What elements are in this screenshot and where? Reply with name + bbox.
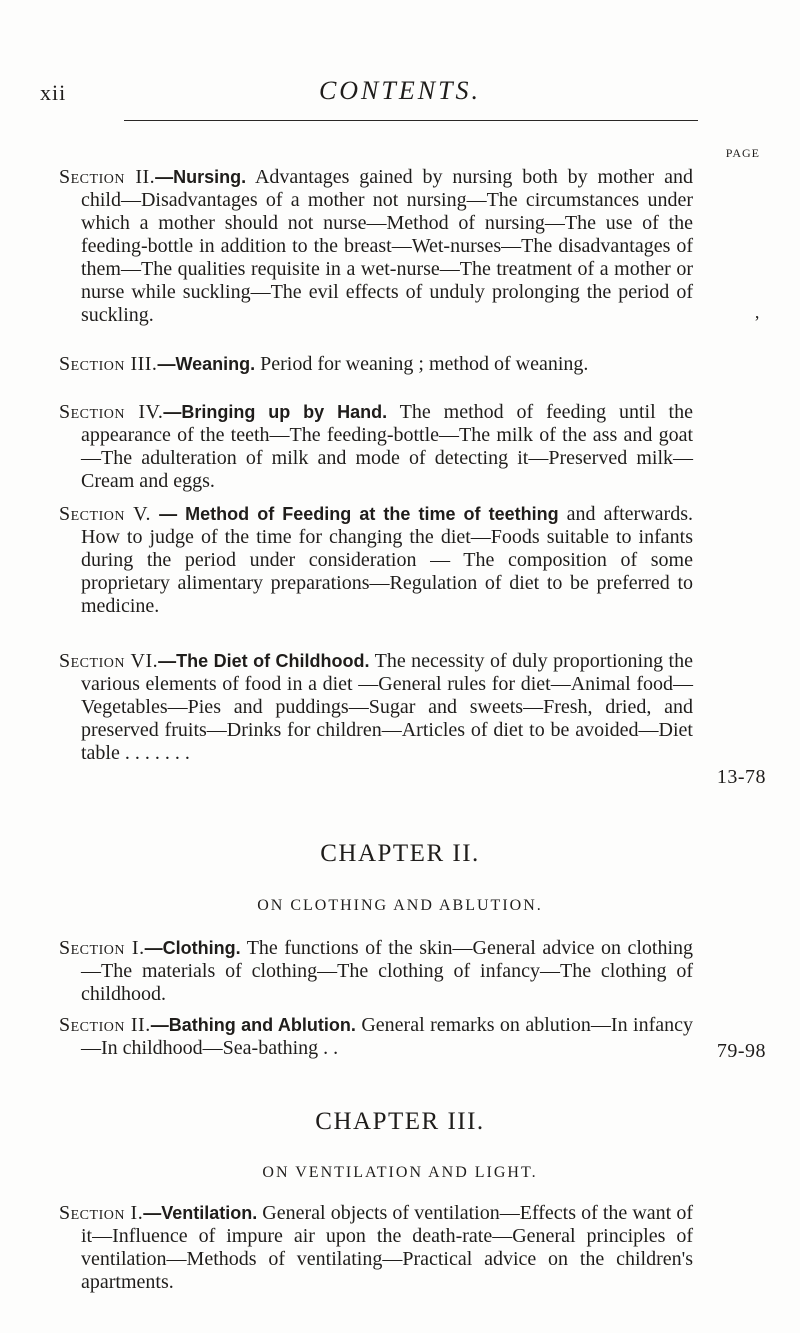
- chapter-heading: CHAPTER III.: [315, 1108, 485, 1135]
- page-number: xii: [40, 80, 67, 105]
- section-title: —Ventilation.: [143, 1203, 258, 1223]
- toc-entry-weaning: [59, 353, 693, 376]
- section-text: and afterwards. How to judge of the time for changing the diet—Foods suitable to infants during the period under consideration — The composition of some proprietary alimentary preparations—Regulation of diet to be preferred to medicine.: [81, 503, 693, 617]
- section-label: Section VI.: [59, 650, 159, 672]
- toc-entry-bathing: [59, 1014, 693, 1060]
- section-text: The functions of the skin—General advice on clothing—The materials of clothing—The clothing of infancy—The clothing of childhood.: [81, 937, 694, 1005]
- chapter-heading: CHAPTER II.: [320, 840, 480, 867]
- section-title: — Method of Feeding at the time of teething: [151, 504, 559, 524]
- page-title: CONTENTS.: [318, 76, 482, 105]
- section-title: —Bathing and Ablution.: [150, 1015, 356, 1035]
- section-text: The method of feeding until the appearance of the teeth—The feeding-bottle—The milk of the ass and goat—The adulteration of milk and mode of detecting it—Preserved milk—Cream and eggs.: [81, 401, 693, 492]
- section-label: Section I.: [59, 937, 145, 959]
- toc-entry-bringing-up-by-hand: [59, 401, 693, 493]
- section-text: The necessity of duly proportioning the various elements of food in a diet —General rules for diet—Animal food—Vegetables—Pies and puddings—Sugar and sweets—Fresh, dried, and preserved fruits—Drinks for children—Articles of diet to be avoided—Diet table . . . . . . .: [81, 650, 693, 764]
- section-title: —Nursing.: [155, 167, 247, 187]
- toc-entry-diet-of-childhood: [59, 650, 693, 765]
- section-label: Section II.: [59, 1014, 151, 1036]
- section-title: —Clothing.: [144, 938, 241, 958]
- section-text: General remarks on ablution—In infancy—In childhood—Sea-bathing . .: [81, 1014, 693, 1059]
- section-text: Advantages gained by nursing both by mother and child—Disadvantages of a mother not nursing—The circumstances under which a mother should not nurse—Method of nursing—The use of the feeding-bottle in addition to the breast—Wet-nurses—The disadvantages of them—The qualities requisite in a wet-nurse—The treatment of a mother or nurse while suckling—The evil effects of unduly prolonging the period of suckling.: [81, 166, 693, 326]
- margin-mark: ’: [754, 312, 760, 332]
- section-text: Period for weaning ; method of weaning.: [255, 353, 589, 375]
- section-label: Section III.: [59, 353, 158, 375]
- section-title: —The Diet of Childhood.: [158, 651, 370, 671]
- chapter-subtitle: ON CLOTHING AND ABLUTION.: [257, 897, 543, 914]
- section-label: Section IV.: [59, 401, 164, 423]
- section-label: Section II.: [59, 166, 156, 188]
- section-text: General objects of ventilation—Effects of the want of it—Influence of impure air upon the death-rate—General principles of ventilation—Methods of ventilating—Practical advice on the children's apartments.: [81, 1202, 693, 1293]
- section-label: Section V.: [59, 503, 152, 525]
- toc-entry-clothing: [59, 937, 693, 1006]
- page-column-heading: PAGE: [725, 146, 760, 160]
- chapter-subtitle: ON VENTILATION AND LIGHT.: [262, 1164, 538, 1181]
- header-rule: [124, 120, 698, 121]
- section-label: Section I.: [59, 1202, 144, 1224]
- toc-entry-ventilation: [59, 1202, 693, 1294]
- page-range: 13-78: [716, 766, 766, 788]
- page-range: 79-98: [716, 1040, 766, 1062]
- running-head: [40, 76, 760, 106]
- section-title: —Weaning.: [157, 354, 256, 374]
- toc-entry-nursing: [59, 166, 693, 327]
- toc-entry-method-of-feeding: [59, 503, 693, 618]
- section-title: —Bringing up by Hand.: [163, 402, 388, 422]
